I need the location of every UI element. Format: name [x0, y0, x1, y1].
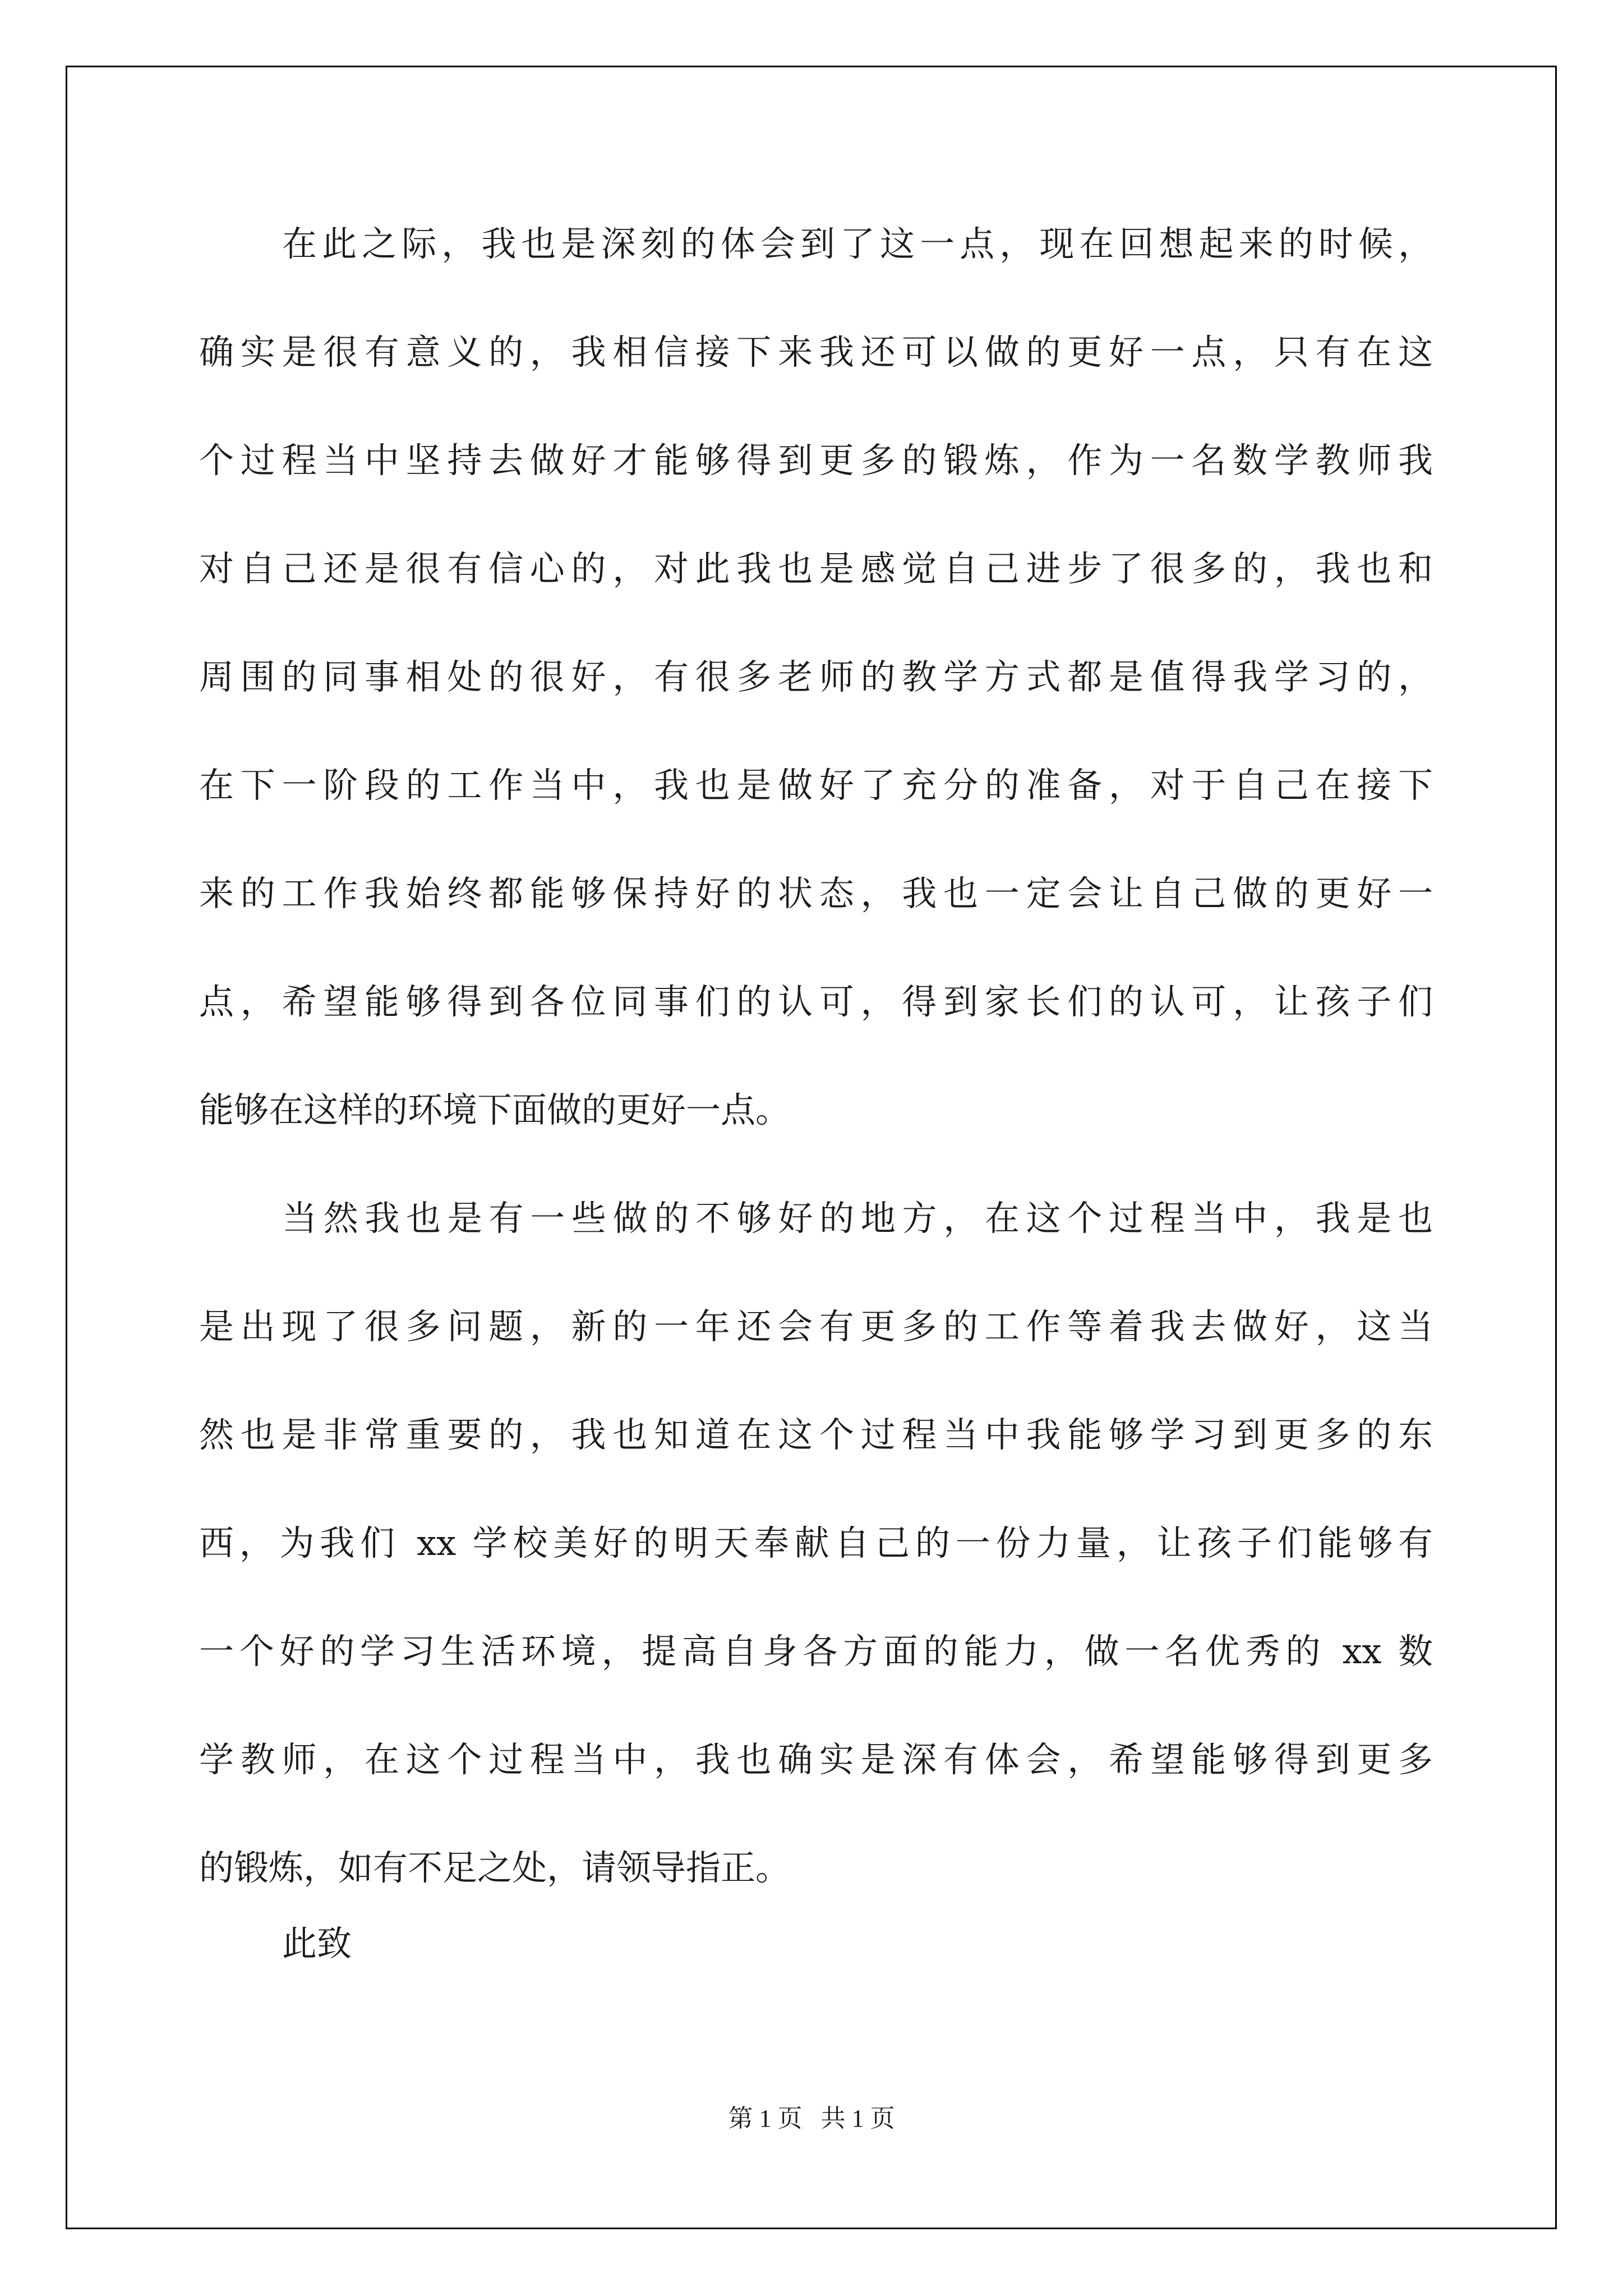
- paragraph-1-line-4: 对自己还是很有信心的，对此我也是感觉自己进步了很多的，我也和: [199, 548, 1433, 589]
- closing-salutation: 此致: [282, 1923, 352, 1964]
- paragraph-1-line-1: 在此之际，我也是深刻的体会到了这一点，现在回想起来的时候，: [282, 223, 1433, 264]
- paragraph-2-line-2: 是出现了很多问题，新的一年还会有更多的工作等着我去做好，这当: [199, 1306, 1433, 1347]
- paragraph-1-line-8: 点，希望能够得到各位同事们的认可，得到家长们的认可，让孩子们: [199, 981, 1433, 1022]
- paragraph-1-line-6: 在下一阶段的工作当中，我也是做好了充分的准备，对于自己在接下: [199, 765, 1433, 806]
- paragraph-2-line-3: 然也是非常重要的，我也知道在这个过程当中我能够学习到更多的东: [199, 1414, 1433, 1455]
- paragraph-2-line-4: 西，为我们 xx 学校美好的明天奉献自己的一份力量，让孩子们能够有: [199, 1522, 1433, 1563]
- paragraph-1-line-3: 个过程当中坚持去做好才能够得到更多的锻炼，作为一名数学教师我: [199, 440, 1433, 481]
- paragraph-2-line-7: 的锻炼，如有不足之处，请领导指正。: [199, 1847, 791, 1888]
- paragraph-1-line-2: 确实是很有意义的，我相信接下来我还可以做的更好一点，只有在这: [199, 332, 1433, 372]
- document-body: [199, 190, 1433, 1922]
- paragraph-2-line-1: 当然我也是有一些做的不够好的地方，在这个过程当中，我是也: [282, 1198, 1433, 1239]
- paragraph-1-line-9: 能够在这样的环境下面做的更好一点。: [199, 1089, 791, 1130]
- paragraph-1-line-5: 周围的同事相处的很好，有很多老师的教学方式都是值得我学习的，: [199, 656, 1433, 697]
- paragraph-2-line-6: 学教师，在这个过程当中，我也确实是深有体会，希望能够得到更多: [199, 1739, 1433, 1780]
- paragraph-2-line-5: 一个好的学习生活环境，提高自身各方面的能力，做一名优秀的 xx 数: [199, 1631, 1433, 1672]
- paragraph-1-line-7: 来的工作我始终都能够保持好的状态，我也一定会让自己做的更好一: [199, 873, 1433, 914]
- page-footer: 第 1 页 共 1 页: [728, 2105, 895, 2132]
